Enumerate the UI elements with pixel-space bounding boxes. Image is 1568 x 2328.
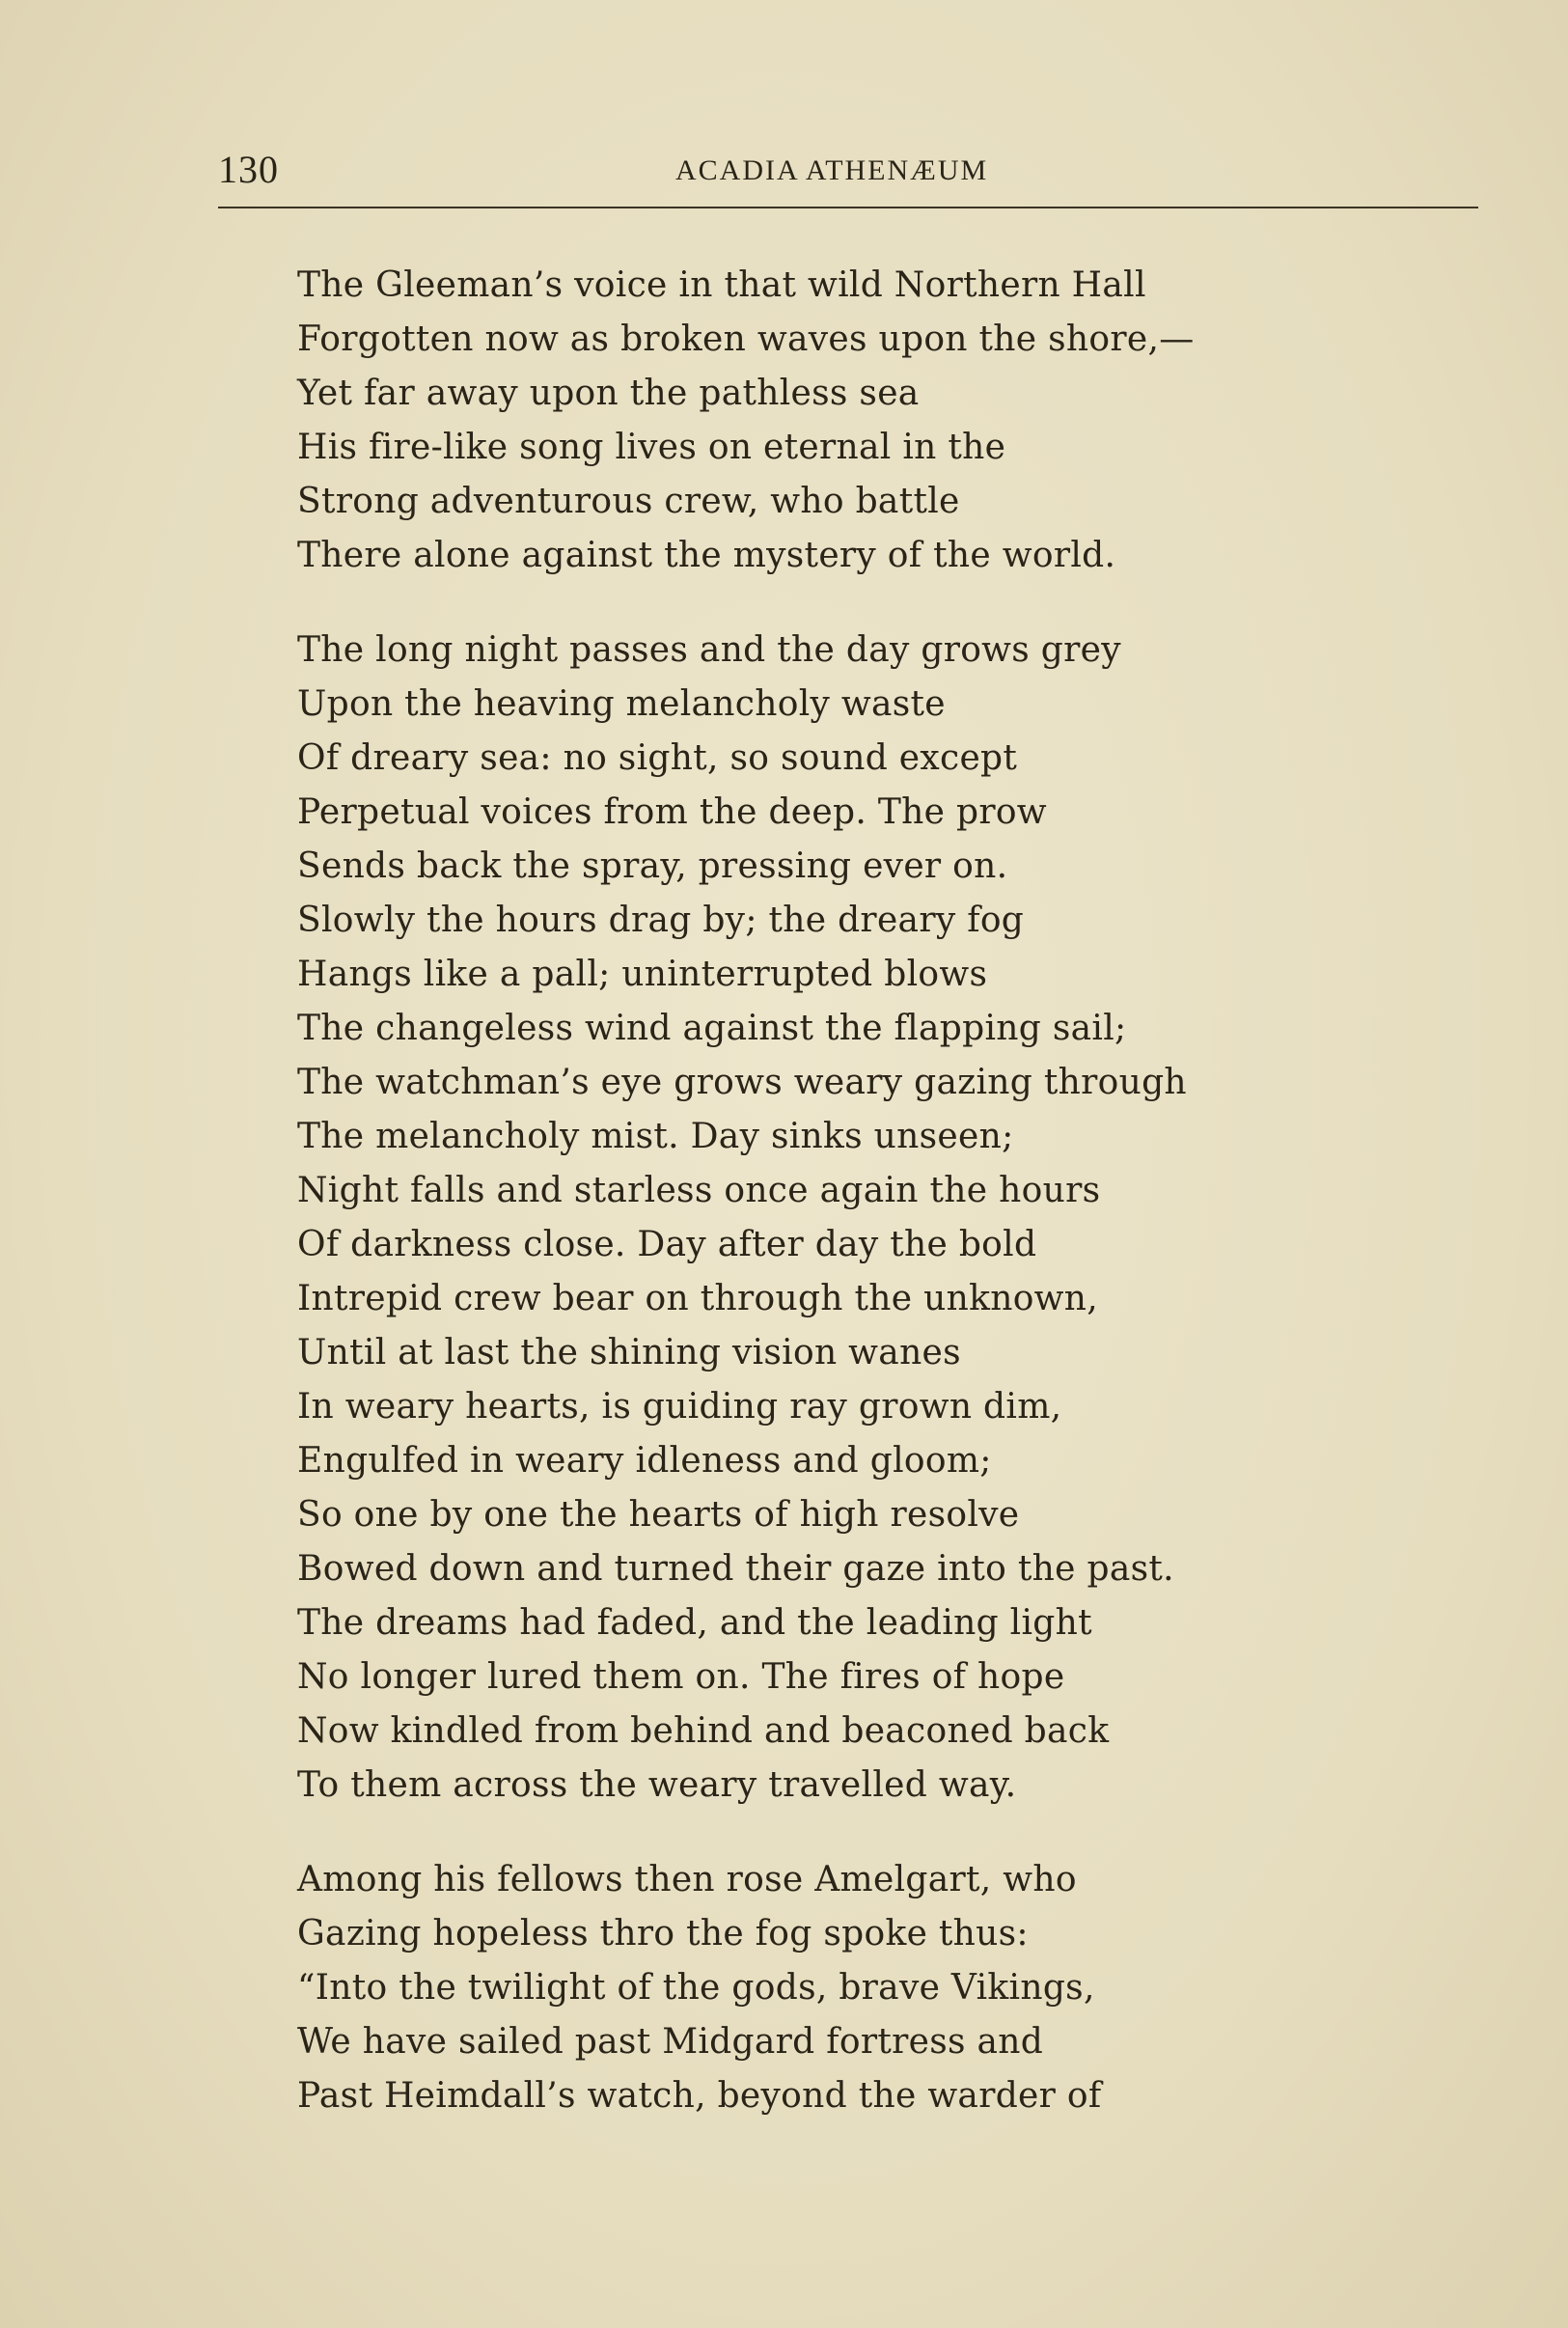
poem-line: Forgotten now as broken waves upon the shore,—	[297, 319, 1195, 359]
poem-line: The changeless wind against the flapping sail;	[297, 1009, 1127, 1048]
poem-line: Yet far away upon the pathless sea	[297, 374, 920, 413]
header-rule	[218, 207, 1478, 208]
poem-line: The Gleeman’s voice in that wild Northern Hall	[297, 265, 1146, 305]
poem-line: So one by one the hearts of high resolve	[297, 1495, 1020, 1535]
poem-line: Until at last the shining vision wanes	[297, 1333, 961, 1372]
page-number: 130	[218, 148, 279, 191]
poem-line: Bowed down and turned their gaze into the past.	[297, 1549, 1174, 1589]
poem-line: Of darkness close. Day after day the bold	[297, 1225, 1037, 1264]
poem-line: The watchman’s eye grows weary gazing through	[297, 1063, 1187, 1102]
running-head	[218, 147, 1478, 205]
poem-body	[297, 259, 1262, 2164]
poem-line: The melancholy mist. Day sinks unseen;	[297, 1117, 1014, 1156]
poem-line: In weary hearts, is guiding ray grown dim,	[297, 1387, 1062, 1427]
poem-line: Among his fellows then rose Amelgart, who	[297, 1860, 1077, 1899]
poem-line: “Into the twilight of the gods, brave Vikings,	[297, 1968, 1095, 2008]
poem-line: No longer lured them on. The fires of hope	[297, 1657, 1065, 1697]
journal-title: ACADIA ATHENÆUM	[675, 154, 989, 186]
stanza-1	[297, 259, 1262, 583]
poem-line: Perpetual voices from the deep. The prow	[297, 792, 1047, 832]
poem-line: Gazing hopeless thro the fog spoke thus:	[297, 1914, 1029, 1954]
poem-line: Strong adventurous crew, who battle	[297, 482, 960, 521]
poem-line: Hangs like a pall; uninterrupted blows	[297, 955, 988, 994]
poem-line: The dreams had faded, and the leading light	[297, 1603, 1092, 1643]
poem-line: Slowly the hours drag by; the dreary fog	[297, 901, 1025, 940]
stanza-2	[297, 624, 1262, 1813]
poem-line: Intrepid crew bear on through the unknown,	[297, 1279, 1099, 1318]
poem-line: Night falls and starless once again the hours	[297, 1171, 1101, 1210]
poem-line: His fire-like song lives on eternal in the	[297, 428, 1006, 467]
stanza-3	[297, 1853, 1262, 2123]
poem-line: Now kindled from behind and beaconed back	[297, 1711, 1110, 1751]
poem-line: We have sailed past Midgard fortress and	[297, 2022, 1044, 2062]
poem-line: The long night passes and the day grows grey	[297, 630, 1121, 670]
poem-line: There alone against the mystery of the world.	[297, 536, 1116, 575]
poem-line: Past Heimdall’s watch, beyond the warder of	[297, 2076, 1102, 2116]
poem-line: Of dreary sea: no sight, so sound except	[297, 738, 1018, 778]
poem-line: Engulfed in weary idleness and gloom;	[297, 1441, 992, 1481]
poem-line: Sends back the spray, pressing ever on.	[297, 846, 1008, 886]
poem-line: Upon the heaving melancholy waste	[297, 684, 946, 724]
poem-line: To them across the weary travelled way.	[297, 1765, 1017, 1805]
